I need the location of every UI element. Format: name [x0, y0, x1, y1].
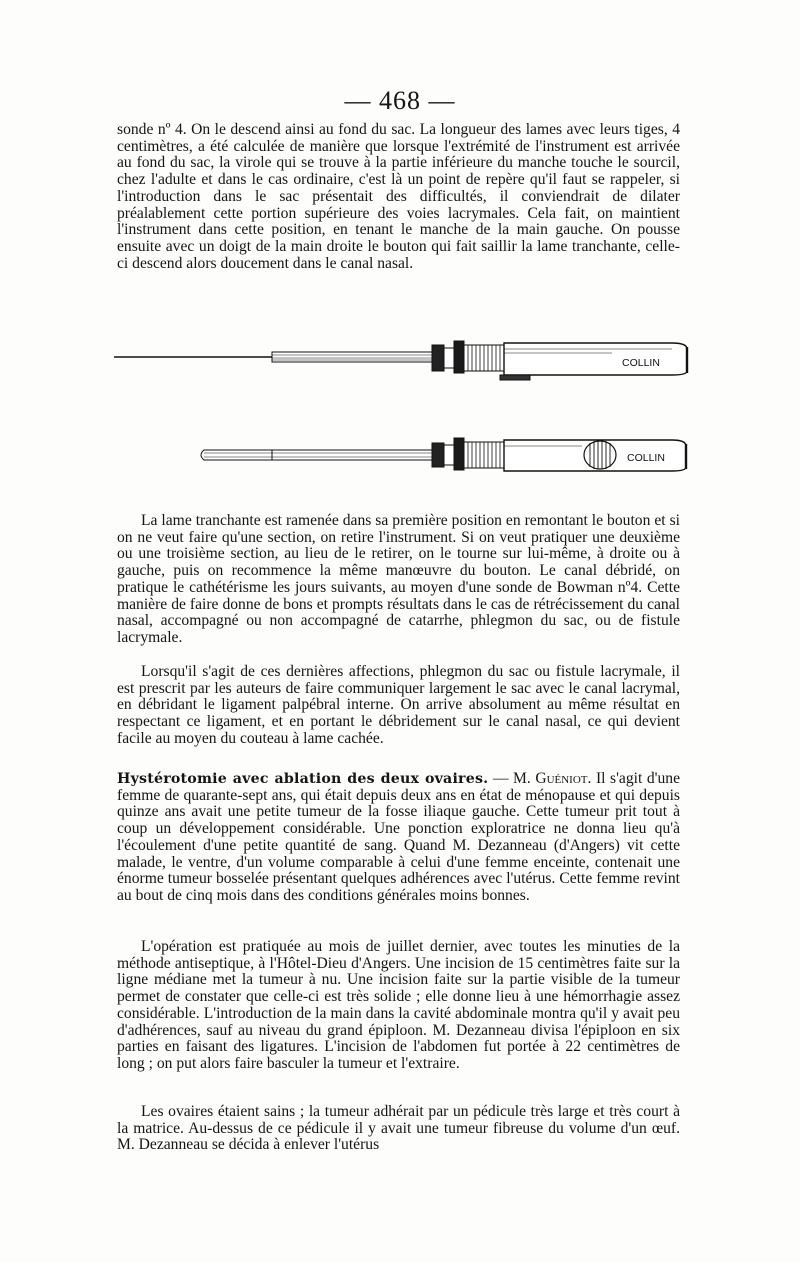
- instrument-illustration-open: [112, 335, 692, 385]
- paragraph-sonde: sonde nº 4. On le descend ainsi au fond du sac. La longueur des lames avec leurs tiges, 4 centimètres, a été calculée de manière que lorsque l'extrémité de l'instrument est arrivée au fond du sac, la virole qui se trouve à la partie inférieure du manche touche le sourcil, chez l'adulte et dans le cas ordinaire, c'est là un point de repère qu'il faut se rappeler, si l'introduction dans le sac présentait des difficultés, il conviendrait de dilater préalablement cette portion supérieure des voies lacrymales. Cela fait, on maintient l'instrument dans cette position, en tenant le manche de la main gauche. On pousse ensuite avec un doigt de la main droite le bouton qui fait saillir la lame tranchante, celle-ci descend alors doucement dans le canal nasal.: [117, 121, 680, 272]
- paragraph-ovaires: Les ovaires étaient sains ; la tumeur adhérait par un pédicule très large et très court à la matrice. Au-dessus de ce pédicule il y avait une tumeur fibreuse du volume d'un œuf. M. Dezanneau se décida à enlever l'utérus: [117, 1103, 680, 1154]
- page-number: — 468 —: [344, 86, 456, 115]
- instrument-illustration-closed: [112, 433, 692, 475]
- paragraph-lame-tranchante: La lame tranchante est ramenée dans sa première position en remontant le bouton et si on ne veut faire qu'une section, on retire l'instrument. Si on veut pratiquer une deuxième ou une troisième section, au lieu de le retirer, on le tourne sur lui-même, à droite ou à gauche, puis on recommence la même manœuvre du bouton. Le canal débridé, on pratique le cathétérisme les jours suivants, au moyen d'une sonde de Bowman nº4. Cette manière de faire donne de bons et prompts résultats dans le cas de rétrécissement du canal nasal, accompagné ou non accompagné de catarrhe, phlegmon du sac, ou de fistule lacrymale.: [117, 512, 680, 646]
- instrument-maker-label-bottom: COLLIN: [627, 452, 665, 464]
- paragraph-hysterotomie: Hystérotomie avec ablation des deux ovaires. — M. Guéniot. Il s'agit d'une femme de quarante-sept ans, qui était depuis deux ans en état de ménopause et qui depuis quinze ans avait une petite tumeur de la fosse iliaque gauche. Cette tumeur prit tout à coup un développement considérable. Une ponction exploratrice ne donna lieu qu'à l'écoulement d'une petite quantité de sang. Quand M. Dezanneau (d'Angers) vit cette malade, le ventre, d'un volume comparable à celui d'une femme enceinte, contenait une énorme tumeur bosselée présentant quelques adhérences avec l'utérus. Cette femme revint au bout de cinq mois dans des conditions générales moins bonnes.: [117, 770, 680, 904]
- paragraph-affections: Lorsqu'il s'agit de ces dernières affections, phlegmon du sac ou fistule lacrymale, il est prescrit par les auteurs de faire communiquer largement le sac avec le canal lacrymal, en débridant le ligament palpébral interne. On arrive absolument au même résultat en respectant ce ligament, et en portant le débridement sur le canal nasal, ce qui devient facile au moyen du couteau à lame cachée.: [117, 663, 680, 747]
- paragraph-operation: L'opération est pratiquée au mois de juillet dernier, avec toutes les minuties de la méthode antiseptique, à l'Hôtel-Dieu d'Angers. Une incision de 15 centimètres faite sur la ligne médiane met la tumeur à nu. Une incision faite sur la partie visible de la tumeur permet de constater que celle-ci est très solide ; elle donne lieu à une hémorrhagie assez considérable. L'introduction de la main dans la cavité abdominale montra qu'il y avait peu d'adhérences, sauf au niveau du grand épiploon. M. Dezanneau divisa l'épiploon en six parties en faisant des ligatures. L'incision de l'abdomen fut portée à 22 centimètres de long ; on put alors faire basculer la tumeur et l'extraire.: [117, 938, 680, 1072]
- instrument-maker-label-top: COLLIN: [622, 357, 660, 369]
- section-heading: Hystérotomie avec ablation des deux ovaires.: [117, 771, 489, 787]
- author-name: Guéniot: [535, 770, 588, 787]
